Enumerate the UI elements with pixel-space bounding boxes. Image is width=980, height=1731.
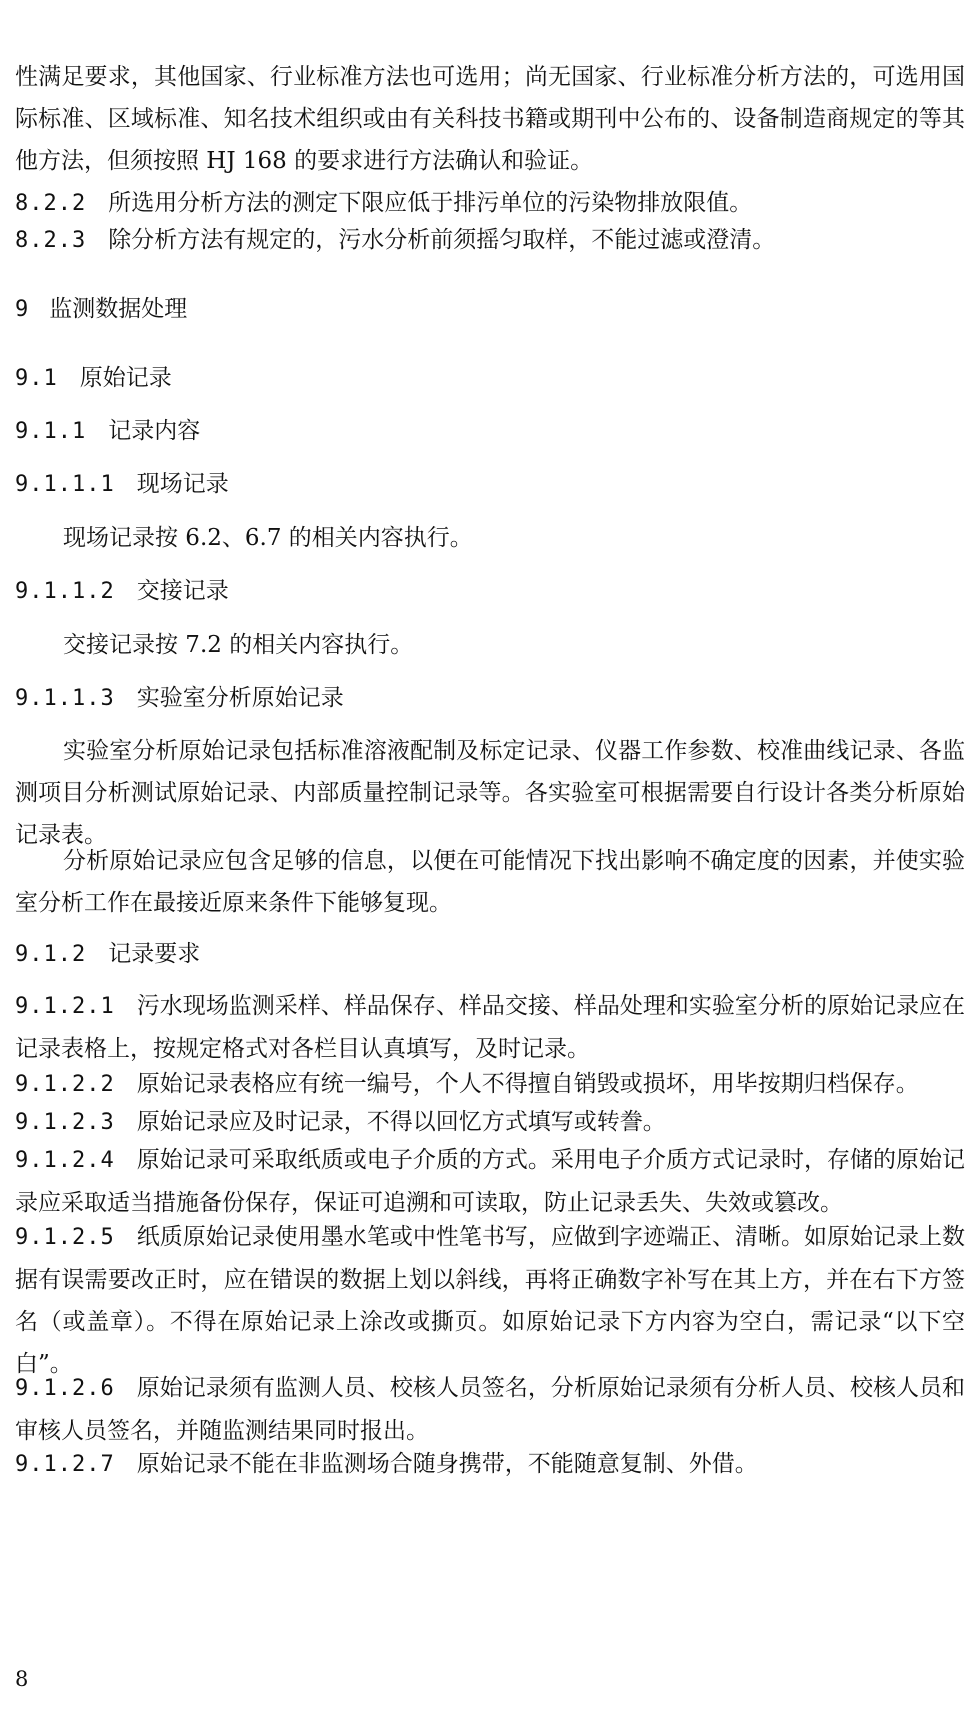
clause-text: 所选用分析方法的测定下限应低于排污单位的污染物排放限值。 — [108, 190, 753, 216]
paragraph-text: 实验室分析原始记录包括标准溶液配制及标定记录、仪器工作参数、校准曲线记录、各监测项目分析测试原始记录、内部质量控制记录等。各实验室可根据需要自行设计各类分析原始记录表。 — [15, 738, 965, 848]
clause-text: 污水现场监测采样、样品保存、样品交接、样品处理和实验室分析的原始记录应在记录表格上，按规定格式对各栏目认真填写，及时记录。 — [15, 993, 965, 1062]
clause-9-1-2-4 — [15, 1139, 965, 1224]
clause-text: 原始记录须有监测人员、校核人员签名，分析原始记录须有分析人员、校核人员和审核人员签名，并随监测结果同时报出。 — [15, 1375, 965, 1444]
clause-text: 纸质原始记录使用墨水笔或中性笔书写，应做到字迹端正、清晰。如原始记录上数据有误需要改正时，应在错误的数据上划以斜线，再将正确数字补写在其上方，并在右下方签名（或盖章）。不得在原始记录上涂改或撕页。如原始记录下方内容为空白，需记录“以下空白”。 — [15, 1224, 965, 1377]
clause-9-1-2-5 — [15, 1216, 965, 1385]
heading-number: 9.1 — [15, 366, 58, 391]
heading-9-1-1-3 — [15, 678, 965, 719]
heading-text: 记录要求 — [108, 941, 201, 967]
paragraph-lab-record-information — [15, 840, 965, 924]
paragraph-8-2-1-continued — [15, 56, 965, 182]
clause-number: 8.2.2 — [15, 191, 87, 216]
clause-9-1-2-6 — [15, 1367, 965, 1452]
heading-text: 实验室分析原始记录 — [136, 685, 344, 711]
clause-8-2-3 — [15, 219, 965, 262]
heading-9-1-1 — [15, 411, 965, 452]
heading-number: 9 — [15, 297, 30, 322]
heading-number: 9.1.1.3 — [15, 686, 115, 711]
clause-number: 9.1.2.5 — [15, 1225, 115, 1250]
paragraph-text: 性满足要求，其他国家、行业标准方法也可选用；尚无国家、行业标准分析方法的，可选用国际标准、区域标准、知名技术组织或由有关科技书籍或期刊中公布的、设备制造商规定的等其他方法，但须按照 HJ 168 的要求进行方法确认和验证。 — [15, 64, 965, 174]
heading-9 — [15, 289, 965, 330]
paragraph-text: 现场记录按 6.2、6.7 的相关内容执行。 — [63, 525, 473, 551]
heading-text: 现场记录 — [136, 471, 229, 497]
paragraph-text: 交接记录按 7.2 的相关内容执行。 — [63, 632, 414, 658]
heading-9-1-1-1 — [15, 464, 965, 505]
heading-text: 原始记录 — [79, 365, 172, 391]
heading-number: 9.1.2 — [15, 942, 87, 967]
heading-text: 记录内容 — [108, 418, 201, 444]
heading-9-1 — [15, 358, 965, 399]
clause-text: 原始记录不能在非监测场合随身携带，不能随意复制、外借。 — [136, 1451, 758, 1477]
clause-9-1-2-1 — [15, 985, 965, 1070]
page-number: 8 — [15, 1667, 29, 1691]
paragraph-field-record — [15, 517, 965, 559]
clause-text: 原始记录表格应有统一编号，个人不得擅自销毁或损坏，用毕按期归档保存。 — [136, 1071, 919, 1097]
clause-9-1-2-2 — [15, 1063, 965, 1106]
clause-text: 原始记录可采取纸质或电子介质的方式。采用电子介质方式记录时，存储的原始记录应采取适当措施备份保存，保证可追溯和可读取，防止记录丢失、失效或篡改。 — [15, 1147, 965, 1216]
clause-number: 9.1.2.6 — [15, 1376, 115, 1401]
clause-number: 9.1.2.4 — [15, 1148, 115, 1173]
clause-number: 8.2.3 — [15, 228, 87, 253]
heading-text: 交接记录 — [136, 578, 229, 604]
heading-number: 9.1.1.2 — [15, 579, 115, 604]
paragraph-handover-record — [15, 624, 965, 666]
heading-9-1-2 — [15, 934, 965, 975]
clause-text: 原始记录应及时记录，不得以回忆方式填写或转誊。 — [136, 1109, 666, 1135]
clause-text: 除分析方法有规定的，污水分析前须摇匀取样，不能过滤或澄清。 — [108, 227, 776, 253]
heading-text: 监测数据处理 — [49, 296, 188, 322]
paragraph-lab-record-contents — [15, 730, 965, 856]
clause-number: 9.1.2.2 — [15, 1072, 115, 1097]
heading-number: 9.1.1.1 — [15, 472, 115, 497]
clause-9-1-2-7 — [15, 1443, 965, 1486]
paragraph-text: 分析原始记录应包含足够的信息，以便在可能情况下找出影响不确定度的因素，并使实验室分析工作在最接近原来条件下能够复现。 — [15, 848, 965, 916]
clause-number: 9.1.2.1 — [15, 994, 115, 1019]
heading-number: 9.1.1 — [15, 419, 87, 444]
clause-number: 9.1.2.3 — [15, 1110, 115, 1135]
clause-9-1-2-3 — [15, 1101, 965, 1144]
heading-9-1-1-2 — [15, 571, 965, 612]
clause-number: 9.1.2.7 — [15, 1452, 115, 1477]
